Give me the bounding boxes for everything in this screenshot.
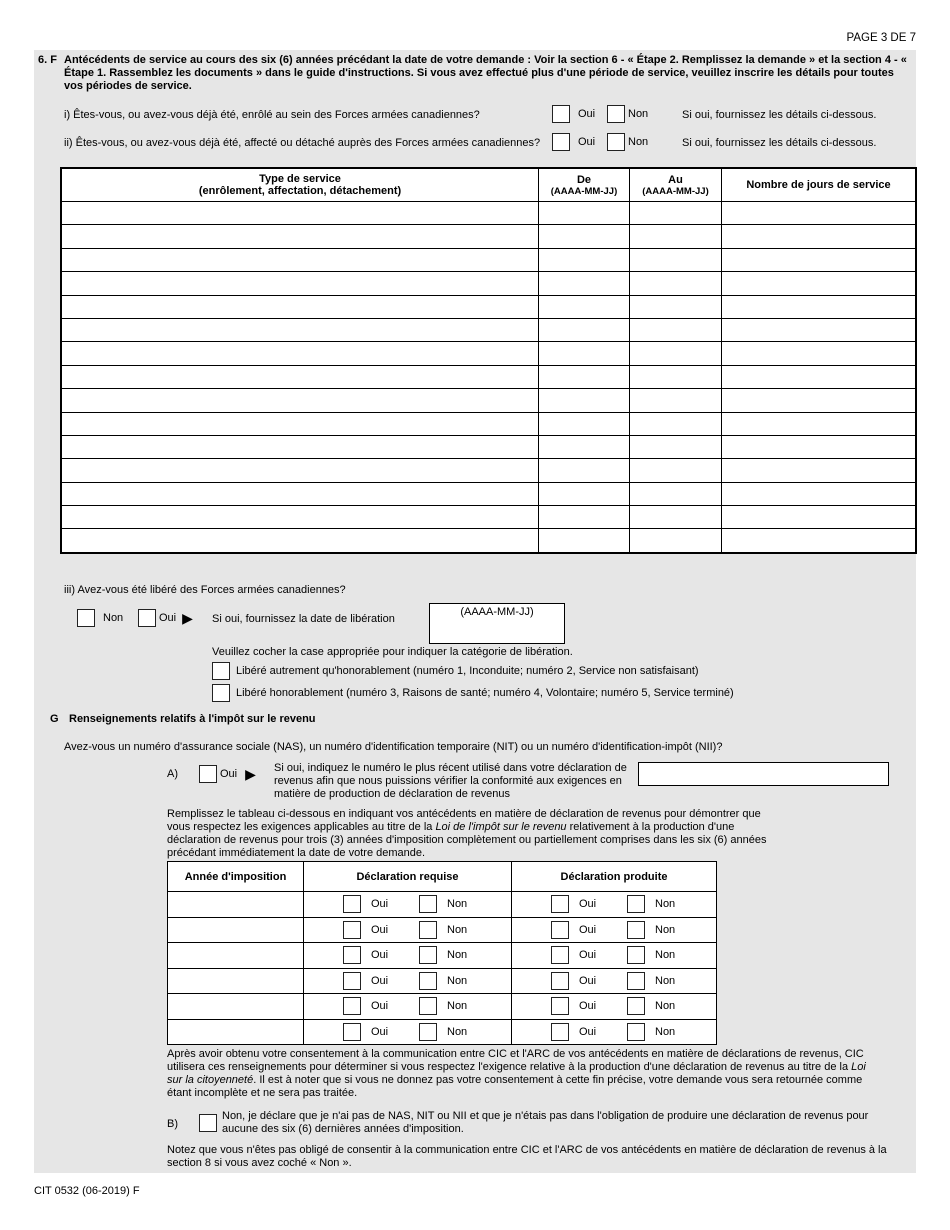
- non-label: Non: [447, 898, 468, 911]
- non-label: Non: [447, 949, 468, 962]
- filing-required-non-checkbox[interactable]: [419, 895, 437, 913]
- from-date-cell[interactable]: [539, 482, 630, 505]
- col-filing-filed: Déclaration produite: [512, 862, 717, 892]
- col-from: De (AAAA-MM-JJ): [539, 168, 630, 202]
- days-cell[interactable]: [722, 482, 917, 505]
- sin-oui-checkbox[interactable]: [199, 765, 217, 783]
- tax-year-cell[interactable]: [168, 943, 304, 969]
- table-row: [61, 482, 916, 505]
- filing-filed-oui-checkbox[interactable]: [551, 946, 569, 964]
- days-cell[interactable]: [722, 506, 917, 529]
- consent-paragraph: Après avoir obtenu votre consentement à la communication entre CIC et l'ARC de vos antécédents en matière de déclarations de revenus, CIC utilisera ces renseignements pour déterminer si vous respectez l'exigence relative à la production d'une déclaration de revenus au titre de la Loi sur la citoyenneté. Il est à noter que si vous ne donnez pas votre consentement à cette fin précise, votre demande vous sera retournée comme étant incomplète et ne sera pas traitée.: [167, 1048, 866, 1099]
- days-cell[interactable]: [722, 202, 917, 225]
- tax-filing-table: [167, 861, 717, 1045]
- service-type-cell[interactable]: [61, 412, 539, 435]
- table-row: [61, 459, 916, 482]
- from-date-cell[interactable]: [539, 202, 630, 225]
- assigned-non-checkbox[interactable]: [607, 133, 625, 151]
- oui-label: Oui: [579, 974, 597, 987]
- oui-label: Oui: [371, 1000, 389, 1013]
- col-service-type: Type de service (enrôlement, affectation, détachement): [61, 168, 539, 202]
- filing-required-oui-checkbox[interactable]: [343, 1023, 361, 1041]
- from-date-cell[interactable]: [539, 435, 630, 458]
- days-cell[interactable]: [722, 435, 917, 458]
- tax-year-cell[interactable]: [168, 1019, 304, 1045]
- from-date-cell[interactable]: [539, 225, 630, 248]
- table-row: [168, 1019, 717, 1045]
- from-date-cell[interactable]: [539, 318, 630, 341]
- table-row: [168, 917, 717, 943]
- to-date-cell[interactable]: [630, 482, 722, 505]
- released-non-checkbox[interactable]: [77, 609, 95, 627]
- service-type-cell[interactable]: [61, 435, 539, 458]
- non-label: Non: [655, 1000, 676, 1013]
- oui-label: Oui: [371, 923, 389, 936]
- release-honourable-checkbox[interactable]: [212, 684, 230, 702]
- table-row: [168, 968, 717, 994]
- no-sin-declaration-text: Non, je déclare que je n'ai pas de NAS, NIT ou NII et que je n'étais pas dans l'obligation de produire une déclaration de revenus pour aucune des six (6) dernières années d'imposition.: [222, 1110, 869, 1135]
- no-sin-declaration-checkbox[interactable]: [199, 1114, 217, 1132]
- filing-filed-cell: [512, 943, 717, 969]
- tax-table-intro: Remplissez le tableau ci-dessous en indiquant vos antécédents en matière de déclaration de revenus pour démontrer que vous respectez les exigences applicables au titre de la Loi de l'impôt sur le revenu relativement à la production d'une déclaration de revenus pour trois (3) années d'imposition complètement ou partiellement comprises dans les six (6) années précédant immédiatement la date de votre demande.: [167, 808, 767, 859]
- enrolled-non-checkbox[interactable]: [607, 105, 625, 123]
- filing-required-non-checkbox[interactable]: [419, 921, 437, 939]
- filing-required-cell: [304, 917, 512, 943]
- days-cell[interactable]: [722, 529, 917, 553]
- enrolled-details-note: Si oui, fournissez les détails ci-dessous.: [682, 109, 877, 121]
- oui-label: Oui: [579, 1000, 597, 1013]
- col-to: Au (AAAA-MM-JJ): [630, 168, 722, 202]
- section-g-title: Renseignements relatifs à l'impôt sur le revenu: [69, 713, 316, 725]
- filing-required-oui-checkbox[interactable]: [343, 921, 361, 939]
- from-date-cell[interactable]: [539, 295, 630, 318]
- from-date-cell[interactable]: [539, 389, 630, 412]
- to-date-cell[interactable]: [630, 389, 722, 412]
- filing-required-cell: [304, 1019, 512, 1045]
- filing-required-cell: [304, 943, 512, 969]
- date-format-hint: (AAAA-MM-JJ): [460, 606, 534, 618]
- from-date-cell[interactable]: [539, 506, 630, 529]
- filing-required-non-checkbox[interactable]: [419, 946, 437, 964]
- filing-filed-non-checkbox[interactable]: [627, 946, 645, 964]
- days-cell[interactable]: [722, 295, 917, 318]
- service-history-table: [60, 167, 917, 554]
- from-date-cell[interactable]: [539, 412, 630, 435]
- enrolled-oui-checkbox[interactable]: [552, 105, 570, 123]
- from-date-cell[interactable]: [539, 248, 630, 271]
- filing-required-oui-checkbox[interactable]: [343, 895, 361, 913]
- days-cell[interactable]: [722, 318, 917, 341]
- filing-filed-cell: [512, 917, 717, 943]
- to-date-cell[interactable]: [630, 248, 722, 271]
- service-type-cell[interactable]: [61, 248, 539, 271]
- arrow-right-icon: ▶: [182, 609, 193, 626]
- days-cell[interactable]: [722, 365, 917, 388]
- service-type-cell[interactable]: [61, 459, 539, 482]
- filing-filed-non-checkbox[interactable]: [627, 972, 645, 990]
- days-cell[interactable]: [722, 225, 917, 248]
- arrow-right-icon: ▶: [245, 765, 256, 782]
- oui-label: Oui: [579, 1025, 597, 1038]
- from-date-cell[interactable]: [539, 272, 630, 295]
- days-cell[interactable]: [722, 412, 917, 435]
- sin-instruction: Si oui, indiquez le numéro le plus récent utilisé dans votre déclaration de revenus afin que nous puissions vérifier la conformité aux exigences en matière de production de déclaration de revenus: [274, 762, 627, 800]
- filing-filed-oui-checkbox[interactable]: [551, 972, 569, 990]
- sin-number-input[interactable]: [638, 762, 889, 786]
- table-row: [61, 225, 916, 248]
- option-b-label: B): [167, 1118, 178, 1130]
- filing-required-cell: [304, 968, 512, 994]
- days-cell[interactable]: [722, 459, 917, 482]
- tax-year-cell[interactable]: [168, 968, 304, 994]
- to-date-cell[interactable]: [630, 202, 722, 225]
- released-oui-checkbox[interactable]: [138, 609, 156, 627]
- table-row: [168, 943, 717, 969]
- section-f-title: Antécédents de service au cours des six (6) années précédant la date de votre demande : Voir la section 6 - « Étape 2. Remplissez la demande » et la section 4 - « Étape 1. Rassemblez les documents » dans le guide d'instructions. Si vous avez effectué plus d'une période de service, veuillez inscrire les détails pour toutes vos périodes de service.: [64, 54, 907, 92]
- table-row: [61, 506, 916, 529]
- filing-filed-non-checkbox[interactable]: [627, 997, 645, 1015]
- section-f-number: 6. F: [38, 54, 57, 66]
- assigned-oui-checkbox[interactable]: [552, 133, 570, 151]
- col-filing-required: Déclaration requise: [304, 862, 512, 892]
- service-type-cell[interactable]: [61, 202, 539, 225]
- service-type-cell[interactable]: [61, 506, 539, 529]
- oui-label: Oui: [578, 108, 596, 120]
- days-cell[interactable]: [722, 272, 917, 295]
- tax-year-cell[interactable]: [168, 892, 304, 918]
- non-label: Non: [103, 612, 124, 624]
- non-label: Non: [447, 923, 468, 936]
- release-dishonourable-label: Libéré autrement qu'honorablement (numéro 1, Inconduite; numéro 2, Service non satisfaisant): [236, 665, 699, 677]
- table-row: [168, 994, 717, 1020]
- filing-filed-cell: [512, 1019, 717, 1045]
- service-type-cell[interactable]: [61, 389, 539, 412]
- oui-label: Oui: [371, 898, 389, 911]
- release-category-instruction: Veuillez cocher la case appropriée pour indiquer la catégorie de libération.: [212, 646, 573, 658]
- filing-required-non-checkbox[interactable]: [419, 1023, 437, 1041]
- sin-question: Avez-vous un numéro d'assurance sociale (NAS), un numéro d'identification temporaire (NIT) ou un numéro d'identification-impôt (NII)?: [64, 741, 723, 753]
- filing-required-oui-checkbox[interactable]: [343, 946, 361, 964]
- filing-required-oui-checkbox[interactable]: [343, 997, 361, 1015]
- table-row: [61, 529, 916, 553]
- filing-filed-cell: [512, 968, 717, 994]
- filing-filed-oui-checkbox[interactable]: [551, 1023, 569, 1041]
- table-row: [61, 365, 916, 388]
- table-row: [61, 248, 916, 271]
- service-type-cell[interactable]: [61, 295, 539, 318]
- to-date-cell[interactable]: [630, 225, 722, 248]
- option-a-label: A): [167, 768, 178, 780]
- oui-label: Oui: [579, 923, 597, 936]
- to-date-cell[interactable]: [630, 459, 722, 482]
- table-row: [61, 272, 916, 295]
- filing-required-oui-checkbox[interactable]: [343, 972, 361, 990]
- oui-label: Oui: [579, 898, 597, 911]
- form-code: CIT 0532 (06-2019) F: [34, 1185, 140, 1197]
- filing-filed-non-checkbox[interactable]: [627, 921, 645, 939]
- oui-label: Oui: [371, 1025, 389, 1038]
- oui-label: Oui: [159, 612, 177, 624]
- table-row: [61, 412, 916, 435]
- filing-filed-oui-checkbox[interactable]: [551, 997, 569, 1015]
- service-type-cell[interactable]: [61, 272, 539, 295]
- consent-note: Notez que vous n'êtes pas obligé de consentir à la communication entre CIC et l'ARC de vos antécédents en matière de déclaration de revenus à la section 8 si vous avez coché « Non ».: [167, 1144, 887, 1169]
- filing-required-non-checkbox[interactable]: [419, 997, 437, 1015]
- days-cell[interactable]: [722, 389, 917, 412]
- non-label: Non: [628, 108, 649, 120]
- to-date-cell[interactable]: [630, 365, 722, 388]
- to-date-cell[interactable]: [630, 435, 722, 458]
- to-date-cell[interactable]: [630, 506, 722, 529]
- col-days: Nombre de jours de service: [722, 168, 917, 202]
- section-g-letter: G: [50, 713, 59, 725]
- filing-required-non-checkbox[interactable]: [419, 972, 437, 990]
- non-label: Non: [628, 136, 649, 148]
- oui-label: Oui: [578, 136, 596, 148]
- non-label: Non: [655, 898, 676, 911]
- from-date-cell[interactable]: [539, 342, 630, 365]
- question-released: iii) Avez-vous été libéré des Forces armées canadiennes?: [64, 584, 346, 596]
- from-date-cell[interactable]: [539, 365, 630, 388]
- table-row: [61, 342, 916, 365]
- table-row: [168, 892, 717, 918]
- filing-filed-non-checkbox[interactable]: [627, 1023, 645, 1041]
- oui-label: Oui: [371, 974, 389, 987]
- to-date-cell[interactable]: [630, 412, 722, 435]
- table-row: [61, 318, 916, 341]
- oui-label: Oui: [371, 949, 389, 962]
- non-label: Non: [655, 1025, 676, 1038]
- non-label: Non: [447, 1000, 468, 1013]
- col-tax-year: Année d'imposition: [168, 862, 304, 892]
- filing-filed-cell: [512, 994, 717, 1020]
- table-row: [61, 202, 916, 225]
- service-type-cell[interactable]: [61, 318, 539, 341]
- filing-required-cell: [304, 892, 512, 918]
- service-type-cell[interactable]: [61, 482, 539, 505]
- to-date-cell[interactable]: [630, 295, 722, 318]
- table-row: [61, 295, 916, 318]
- days-cell[interactable]: [722, 248, 917, 271]
- to-date-cell[interactable]: [630, 318, 722, 341]
- to-date-cell[interactable]: [630, 529, 722, 553]
- service-type-cell[interactable]: [61, 225, 539, 248]
- release-dishonourable-checkbox[interactable]: [212, 662, 230, 680]
- release-date-input[interactable]: [429, 603, 565, 644]
- non-label: Non: [447, 1025, 468, 1038]
- release-honourable-label: Libéré honorablement (numéro 3, Raisons de santé; numéro 4, Volontaire; numéro 5, Service terminé): [236, 687, 734, 699]
- page-number: PAGE 3 DE 7: [846, 32, 916, 44]
- filing-filed-cell: [512, 892, 717, 918]
- table-row: [61, 435, 916, 458]
- oui-label: Oui: [220, 768, 238, 780]
- non-label: Non: [655, 923, 676, 936]
- question-enrolled: i) Êtes-vous, ou avez-vous déjà été, enrôlé au sein des Forces armées canadiennes?: [64, 109, 480, 121]
- tax-year-cell[interactable]: [168, 917, 304, 943]
- assigned-details-note: Si oui, fournissez les détails ci-dessous.: [682, 137, 877, 149]
- service-type-cell[interactable]: [61, 365, 539, 388]
- to-date-cell[interactable]: [630, 342, 722, 365]
- from-date-cell[interactable]: [539, 459, 630, 482]
- non-label: Non: [655, 949, 676, 962]
- filing-filed-oui-checkbox[interactable]: [551, 895, 569, 913]
- filing-filed-oui-checkbox[interactable]: [551, 921, 569, 939]
- tax-year-cell[interactable]: [168, 994, 304, 1020]
- non-label: Non: [447, 974, 468, 987]
- oui-label: Oui: [579, 949, 597, 962]
- from-date-cell[interactable]: [539, 529, 630, 553]
- filing-required-cell: [304, 994, 512, 1020]
- service-type-cell[interactable]: [61, 529, 539, 553]
- filing-filed-non-checkbox[interactable]: [627, 895, 645, 913]
- non-label: Non: [655, 974, 676, 987]
- question-assigned: ii) Êtes-vous, ou avez-vous déjà été, affecté ou détaché auprès des Forces armées canadiennes?: [64, 137, 541, 149]
- days-cell[interactable]: [722, 342, 917, 365]
- to-date-cell[interactable]: [630, 272, 722, 295]
- service-type-cell[interactable]: [61, 342, 539, 365]
- release-date-label: Si oui, fournissez la date de libération: [212, 613, 395, 625]
- table-row: [61, 389, 916, 412]
